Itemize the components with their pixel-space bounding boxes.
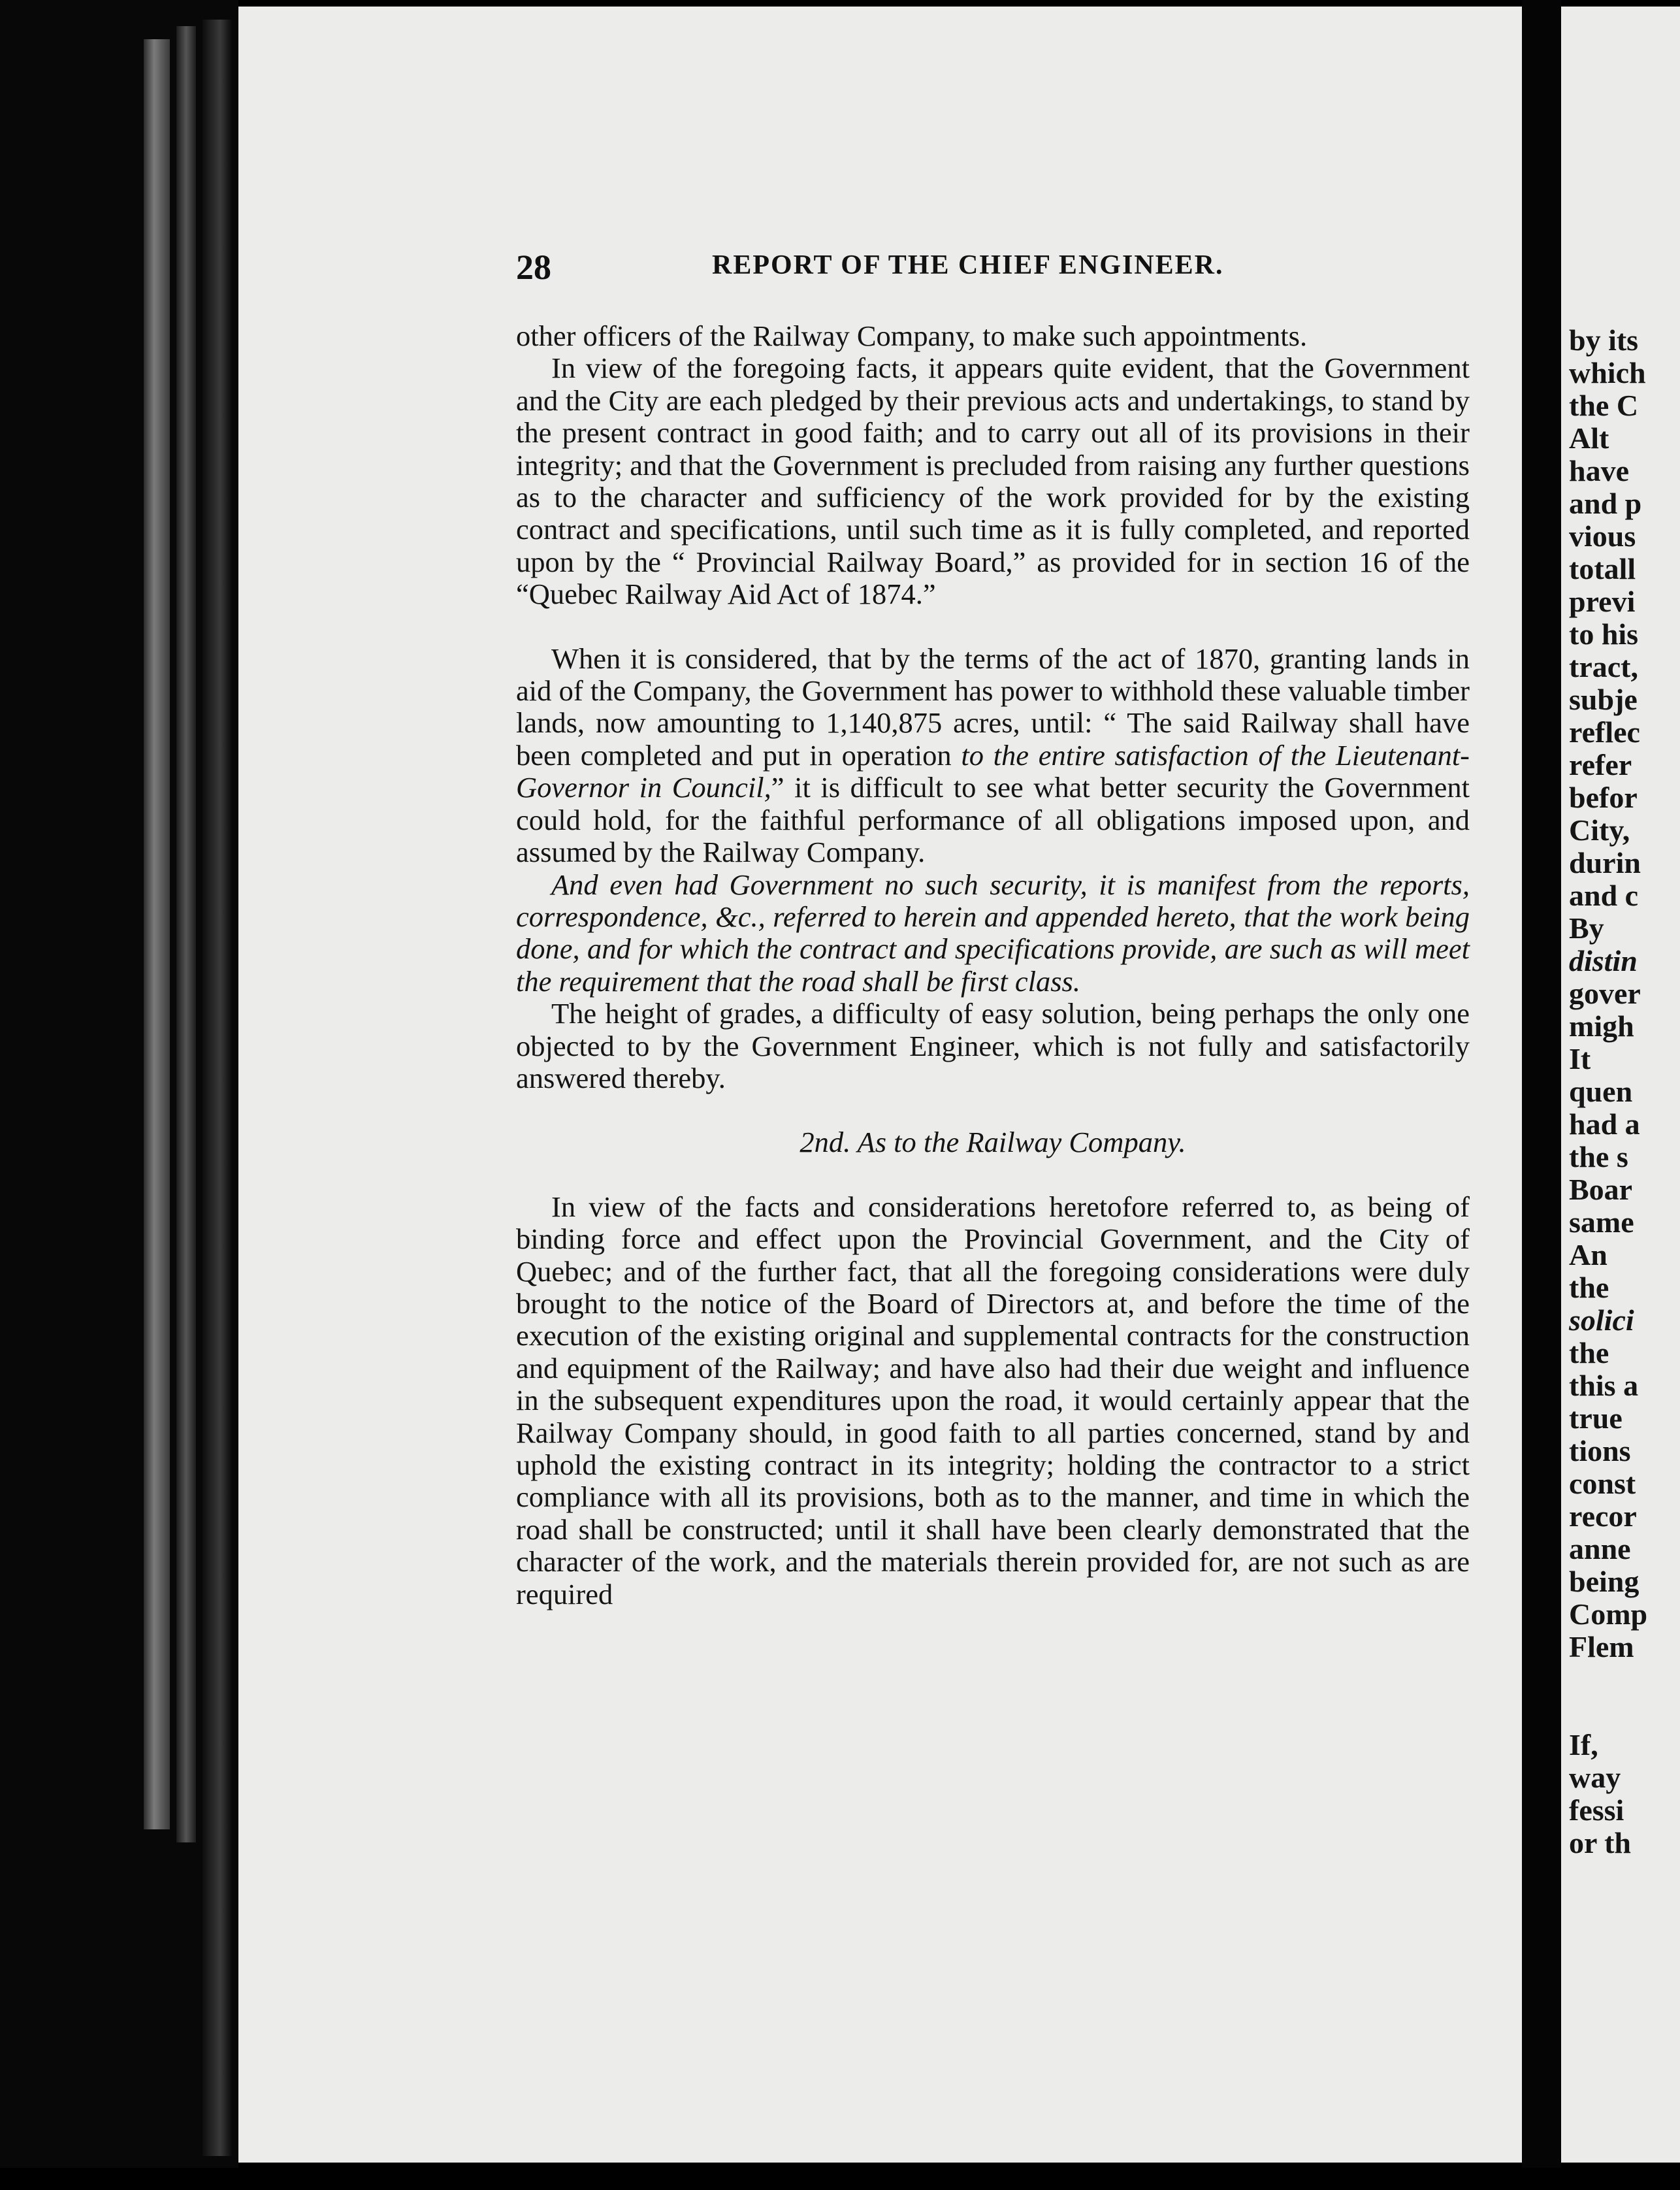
paragraph-italic-text: to the entire satisfaction of the Lieutenant-Governor in Council, — [516, 738, 1470, 804]
facing-page-line: An — [1569, 1238, 1607, 1271]
page-body — [516, 320, 1470, 1610]
page-header — [516, 247, 1287, 286]
paragraph — [516, 643, 1470, 869]
paragraph-text: When it is considered, that by the terms of the act of 1870, granting lands in aid of the Company, the Government has power to withhold these valuable timber lands, now amounting to 1,140,875 acres, until: “ The said Railway shall have been completed and put in operation — [516, 642, 1470, 772]
facing-page-line: and p — [1569, 487, 1642, 520]
running-title: REPORT OF THE CHIEF ENGINEER. — [712, 250, 1224, 280]
facing-page-line: subje — [1569, 683, 1638, 716]
facing-page-line: refer — [1569, 748, 1632, 781]
facing-page-line: the s — [1569, 1140, 1628, 1173]
facing-page-line: fessi — [1569, 1793, 1624, 1827]
facing-page-line: It — [1569, 1042, 1591, 1075]
facing-page-line: Flem — [1569, 1630, 1634, 1663]
facing-page-line: gover — [1569, 977, 1641, 1010]
page-gutter — [1522, 0, 1561, 2190]
facing-page-line: reflec — [1569, 715, 1640, 749]
facing-page-line: to his — [1569, 617, 1639, 651]
facing-page-line: migh — [1569, 1009, 1634, 1043]
paragraph: And even had Government no such security, it is manifest from the reports, correspondence, &c., referred to herein and appended hereto, that the work being done, and for which the contract and specifications provide, are such as will meet the requirement that the road shall be first class. — [516, 868, 1470, 998]
facing-page-line: way — [1569, 1761, 1621, 1794]
facing-page-line: this a — [1569, 1369, 1639, 1402]
facing-page-line: previ — [1569, 585, 1636, 618]
scan-border — [0, 2168, 1680, 2190]
facing-page-line: vious — [1569, 519, 1636, 553]
facing-page-line: By — [1569, 911, 1604, 945]
facing-page-line: same — [1569, 1205, 1634, 1239]
facing-page-line: being — [1569, 1565, 1640, 1598]
binding-edge — [202, 20, 232, 2156]
facing-page-line: the — [1569, 1271, 1609, 1304]
facing-page-line: tions — [1569, 1434, 1631, 1467]
facing-page-line: If, — [1569, 1728, 1598, 1761]
facing-page-line: anne — [1569, 1532, 1631, 1565]
facing-page-line: Comp — [1569, 1597, 1648, 1631]
paragraph: In view of the facts and considerations heretofore referred to, as being of binding force and effect upon the Provincial Government, and the City of Quebec; and of the further fact, that all the foregoing considerations were duly brought to the notice of the Board of Directors at, and before the time of the execution of the existing original and supplemental contracts for the construction and equipment of the Railway; and have also had their due weight and influence in the subsequent expenditures upon the road, it would certainly appear that the Railway Company should, in good faith to all parties concerned, stand by and uphold the existing contract in its integrity; holding the contractor to a strict compliance with all its provisions, both as to the manner, and time in which the road shall be constructed; until it shall have been clearly demonstrated that the character of the work, and the materials therein provided for, are not such as are required — [516, 1190, 1470, 1610]
facing-page-line: by its — [1569, 323, 1639, 357]
book-binding — [0, 0, 238, 2190]
facing-page-line: solici — [1569, 1303, 1634, 1337]
paragraph: In view of the foregoing facts, it appears quite evident, that the Government and the City are each pledged by their previous acts and undertakings, to stand by the present contract in good faith; and to carry out all of its provisions in their integrity; and that the Government is precluded from raising any further questions as to the character and sufficiency of the work provided for by the existing contract and specifications, until such time as it is fully completed, and reported upon by the “ Provincial Railway Board,” as provided for in section 16 of the “Quebec Railway Aid Act of 1874.” — [516, 351, 1470, 611]
facing-page-line: and c — [1569, 879, 1639, 912]
facing-page-line: true — [1569, 1401, 1623, 1435]
paragraph-text: ” it is difficult to see what better security the Government could hold, for the faithful performance of all obligations imposed upon, and assumed by the Railway Company. — [516, 771, 1470, 869]
facing-page-line: totall — [1569, 552, 1636, 585]
facing-page-line: tract, — [1569, 650, 1638, 683]
facing-page-line: recor — [1569, 1499, 1637, 1533]
binding-edge — [144, 39, 170, 1829]
facing-page-line: const — [1569, 1467, 1636, 1500]
paragraph: The height of grades, a difficulty of easy solution, being perhaps the only one objected to by the Government Engineer, which is not fully and satisfactorily answered thereby. — [516, 997, 1470, 1094]
facing-page-line: befor — [1569, 781, 1638, 814]
facing-page-line: Boar — [1569, 1173, 1633, 1206]
facing-page-line: which — [1569, 356, 1646, 389]
facing-page-line: or th — [1569, 1826, 1631, 1859]
facing-page-line: durin — [1569, 846, 1641, 879]
binding-edge — [176, 26, 196, 1842]
facing-page-line: the — [1569, 1336, 1609, 1369]
page-number: 28 — [516, 248, 551, 287]
facing-page-line: City, — [1569, 813, 1630, 847]
facing-page-line: Alt — [1569, 421, 1609, 455]
facing-page-line: the C — [1569, 389, 1639, 422]
section-subheading: 2nd. As to the Railway Company. — [800, 1126, 1186, 1159]
facing-page-line: have — [1569, 454, 1629, 487]
facing-page-line: had a — [1569, 1107, 1640, 1141]
facing-page-line: distin — [1569, 944, 1638, 977]
facing-page-line: quen — [1569, 1075, 1633, 1108]
facing-page — [1561, 7, 1680, 2163]
paragraph: other officers of the Railway Company, to make such appointments. — [516, 319, 1308, 352]
